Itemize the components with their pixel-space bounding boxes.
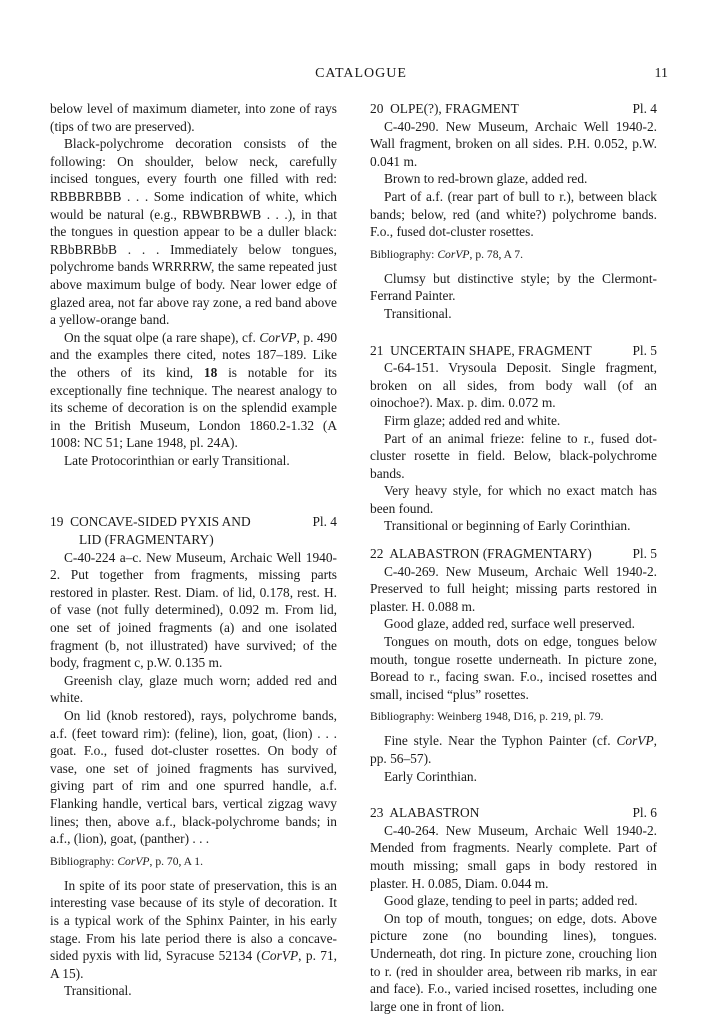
entry-description: C-40-290. New Museum, Archaic Well 1940-2. Wall fragment, broken on all sides. P.H. 0.052, p.W. 0.041 m.	[370, 118, 657, 169]
entry-title: OLPE(?), FRAGMENT	[390, 101, 519, 116]
entry-description: C-40-224 a–c. New Museum, Archaic Well 1940-2. Put together from fragments, missing parts restored in plaster. Rest. Diam. of lid, 0.178, rest. H. of vase (not fully determined), 0.092 m. From lid, one set of joined fragments (a) and one isolated fragment (b, not illustrated) have survived; of the body, fragment c, p.W. 0.135 m.	[50, 549, 337, 671]
entry-23-heading	[370, 804, 657, 822]
entry-decoration: Part of an animal frieze: feline to r., fused dot-cluster rosette in field. Below, black-polychrome bands.	[370, 430, 657, 481]
entry-number: 22	[370, 546, 384, 562]
entry-fabric: Good glaze, tending to peel in parts; added red.	[384, 893, 638, 909]
entry-fabric: Firm glaze; added red and white.	[384, 412, 561, 428]
plate-ref: Pl. 5	[632, 342, 657, 358]
entry-number: 23	[370, 805, 384, 821]
entry-title: CONCAVE-SIDED PYXIS AND	[70, 514, 251, 530]
entry-number: 19	[50, 514, 64, 530]
entry-title: ALABASTRON (FRAGMENTARY)	[389, 546, 592, 562]
plate-ref: Pl. 6	[632, 805, 657, 821]
entry-discussion: Fine style. Near the Typhon Painter (cf. CorVP, pp. 56–57).	[370, 733, 657, 766]
right-column	[370, 100, 657, 1015]
entry-number: 20	[370, 101, 384, 116]
entry-19	[50, 513, 337, 999]
entry-21-heading	[370, 342, 657, 360]
comparison-paragraph: On the squat olpe (a rare shape), cf. CorVP, p. 490 and the examples there cited, notes 187–189. Like the others of its kind, 18 is notable for its exceptionally fine technique. The nearest analogy to its scheme of decoration is on the splendid example in the British Museum, London 1860.2-1.32 (A 1008: NC 51; Lane 1948, pl. 24A).	[50, 329, 338, 451]
entry-date: Early Corinthian.	[384, 768, 477, 784]
entry-20-heading	[370, 100, 657, 118]
entry-decoration: Part of a.f. (rear part of bull to r.), between black bands; below, red (and white?) polychrome bands. F.o., fused dot-cluster rosettes.	[370, 188, 657, 240]
entry-date: Transitional.	[384, 305, 452, 321]
decoration-paragraph: Black-polychrome decoration consists of the following: On shoulder, below neck, carefully incised tongues, every fourth one filled with red: RBBBRBBB . . . Some indication of white, which would be natural (e.g., RBWBRBWB . . .), in that the tongues in question appear to be a duller black: RBbBRBbB . . . Immediately below tongues, polychrome bands WRRRRW, the same repeated just above maximum bulge of body. Near lower edge of glazed area, not far above ray zone, a red band above a yellow-orange band.	[50, 136, 337, 328]
entry-fabric: Good glaze, added red, surface well preserved.	[384, 616, 635, 632]
running-title: CATALOGUE	[315, 66, 407, 81]
entry-21	[370, 342, 657, 536]
entry-22-heading	[370, 545, 657, 563]
entry-22	[370, 545, 657, 785]
bibliography: Bibliography: Weinberg 1948, D16, p. 219, pl. 79.	[370, 710, 604, 724]
entry-number: 21	[370, 342, 384, 358]
entry-description: C-64-151. Vrysoula Deposit. Single fragment, broken on all sides, from body wall (of an oinochoe?). Max. p. dim. 0.072 m.	[370, 360, 657, 411]
dating-paragraph: Late Protocorinthian or early Transitional.	[64, 452, 290, 468]
plate-ref: Pl. 5	[632, 546, 657, 562]
bibliography: Bibliography: CorVP, p. 70, A 1.	[50, 854, 203, 868]
entry-date: Transitional.	[64, 983, 132, 999]
entry-19-heading	[50, 513, 337, 531]
entry-decoration: On top of mouth, tongues; on edge, dots. Above picture zone (no bounding lines), tongues. Underneath, dot ring. In picture zone, crouching lion to r. (red in shoulder area, between rib marks, in ear and face). F.o., varied incised rosettes, including one large one in front of lion.	[370, 910, 657, 1014]
entry-title: UNCERTAIN SHAPE, FRAGMENT	[390, 342, 592, 358]
entry-discussion: Very heavy style, for which no exact match has been found.	[370, 483, 657, 516]
entry-decoration: On lid (knob restored), rays, polychrome bands, a.f. (feet toward rim): (feline), lion, goat, (lion) . . . goat. F.o., fused dot-cluster rosettes. On body of vase, one set of joined fragments has survived, giving part of rim and one spurred handle, a.f. Flanking handle, vertical bars, vertical zigzag wavy lines; then, above a.f., black-polychrome bands; in a.f., (lion), goat, (panther) . . .	[50, 708, 337, 847]
plate-ref: Pl. 4	[632, 101, 657, 116]
catalogue-ref: 18	[203, 364, 218, 380]
left-column	[50, 100, 337, 1000]
corvp-ref: CorVP	[259, 329, 297, 345]
plate-ref: Pl. 4	[312, 514, 337, 530]
bibliography: Bibliography: CorVP, p. 78, A 7.	[370, 247, 523, 261]
entry-decoration: Tongues on mouth, dots on edge, tongues below mouth, tongue rosette underneath. In picture zone, Boread to r., facing swan. F.o., incised rosettes and small, incised “plus” rosettes.	[370, 634, 657, 702]
entry-20	[370, 100, 657, 323]
entry-19-heading-cont: LID (FRAGMENTARY)	[79, 532, 214, 548]
entry-title: ALABASTRON	[389, 805, 480, 821]
entry-description: C-40-269. New Museum, Archaic Well 1940-2. Preserved to full height; missing parts restored in plaster. H. 0.088 m.	[370, 563, 657, 614]
entry-description: C-40-264. New Museum, Archaic Well 1940-2. Mended from fragments. Nearly complete. Part of mouth missing; small gaps in body restored in plaster. H. 0.085, Diam. 0.044 m.	[370, 822, 657, 891]
continued-paragraph: below level of maximum diameter, into zone of rays (tips of two are preserved).	[50, 101, 337, 134]
entry-fabric: Greenish clay, glaze much worn; added red and white.	[50, 672, 337, 706]
entry-discussion: Clumsy but distinctive style; by the Clermont-Ferrand Painter.	[370, 270, 657, 304]
entry-23	[370, 804, 657, 1015]
entry-date: Transitional or beginning of Early Corinthian.	[384, 518, 631, 534]
entry-fabric: Brown to red-brown glaze, added red.	[384, 171, 588, 187]
page-header	[0, 66, 722, 84]
entry-discussion: In spite of its poor state of preservation, this is an interesting vase because of its style of decoration. It is a typical work of the Sphinx Painter, in his early stage. From his late period there is also a concave-sided pyxis with lid, Syracuse 52134 (CorVP, p. 71, A 15).	[50, 877, 338, 981]
page-number: 11	[654, 66, 668, 81]
